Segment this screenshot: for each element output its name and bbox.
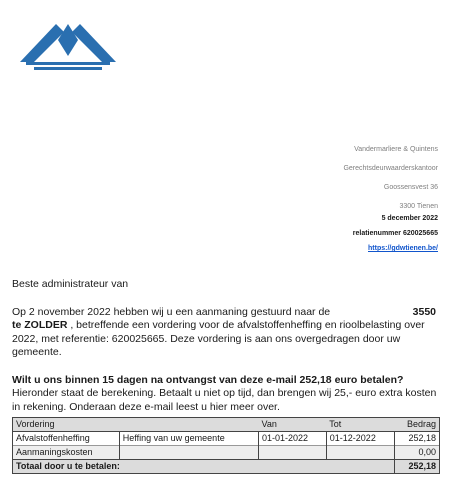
paragraph-explanation: Hieronder staat de berekening. Betaalt u niet op tijd, dan brengen wij 25,- euro extra kosten in rekening. Onderaan deze e-mail leest u hier meer over.	[12, 387, 437, 413]
letter-date: 5 december 2022	[381, 215, 438, 222]
paragraph-reminder	[12, 306, 440, 360]
table-total-row	[13, 460, 440, 474]
sender-city: 3300 Tienen	[399, 203, 438, 210]
letter-body	[12, 278, 440, 414]
logo-center-diamond	[58, 24, 78, 56]
table-row	[13, 432, 440, 446]
letter-meta	[218, 211, 438, 256]
relation-number: relatienummer 620025665	[352, 230, 438, 237]
logo-bar-1	[26, 62, 110, 65]
paragraph-start: Op 2 november 2022 hebben wij u een aanmaning gestuurd naar de	[12, 305, 331, 318]
cell-tot	[326, 446, 394, 460]
header-bedrag: Bedrag	[394, 418, 439, 432]
cell-bedrag: 252,18	[394, 432, 439, 446]
cell-omschrijving: Heffing van uw gemeente	[119, 432, 258, 446]
cell-vordering: Aanmaningskosten	[13, 446, 120, 460]
sender-street: Goossensvest 36	[383, 184, 438, 191]
cell-tot: 01-12-2022	[326, 432, 394, 446]
total-bedrag: 252,18	[394, 460, 439, 474]
cell-van	[258, 446, 326, 460]
company-logo	[20, 10, 116, 72]
payment-headline: Wilt u ons binnen 15 dagen na ontvangst van deze e-mail 252,18 euro betalen?	[12, 373, 404, 386]
sender-address	[218, 140, 438, 216]
logo-right-arm	[72, 24, 116, 62]
table-header	[13, 418, 440, 432]
sender-name: Vandermarliere & Quintens	[354, 146, 438, 153]
header-van: Van	[258, 418, 326, 432]
cell-bedrag: 0,00	[394, 446, 439, 460]
cell-vordering: Afvalstoffenheffing	[13, 432, 120, 446]
paragraph-location: te ZOLDER	[12, 319, 68, 331]
logo-left-arm	[20, 24, 64, 62]
postal-code: 3550	[412, 305, 436, 318]
table-row	[13, 446, 440, 460]
sender-office: Gerechtsdeurwaarderskantoor	[343, 165, 438, 172]
total-label: Totaal door u te betalen:	[13, 460, 395, 474]
header-vordering: Vordering	[13, 418, 259, 432]
greeting: Beste administrateur van	[12, 278, 129, 290]
calculation-table	[12, 417, 440, 474]
paragraph-rest: , betreffende een vordering voor de afvalstoffenheffing en rioolbelasting over 2022, met referentie: 620025665. Deze vordering is aan ons overgedragen door uw gemeente.	[12, 319, 425, 358]
website-link[interactable]: https://gdwtienen.be/	[368, 245, 438, 252]
cell-omschrijving	[119, 446, 258, 460]
cell-van: 01-01-2022	[258, 432, 326, 446]
header-tot: Tot	[326, 418, 394, 432]
logo-bar-2	[34, 67, 102, 70]
